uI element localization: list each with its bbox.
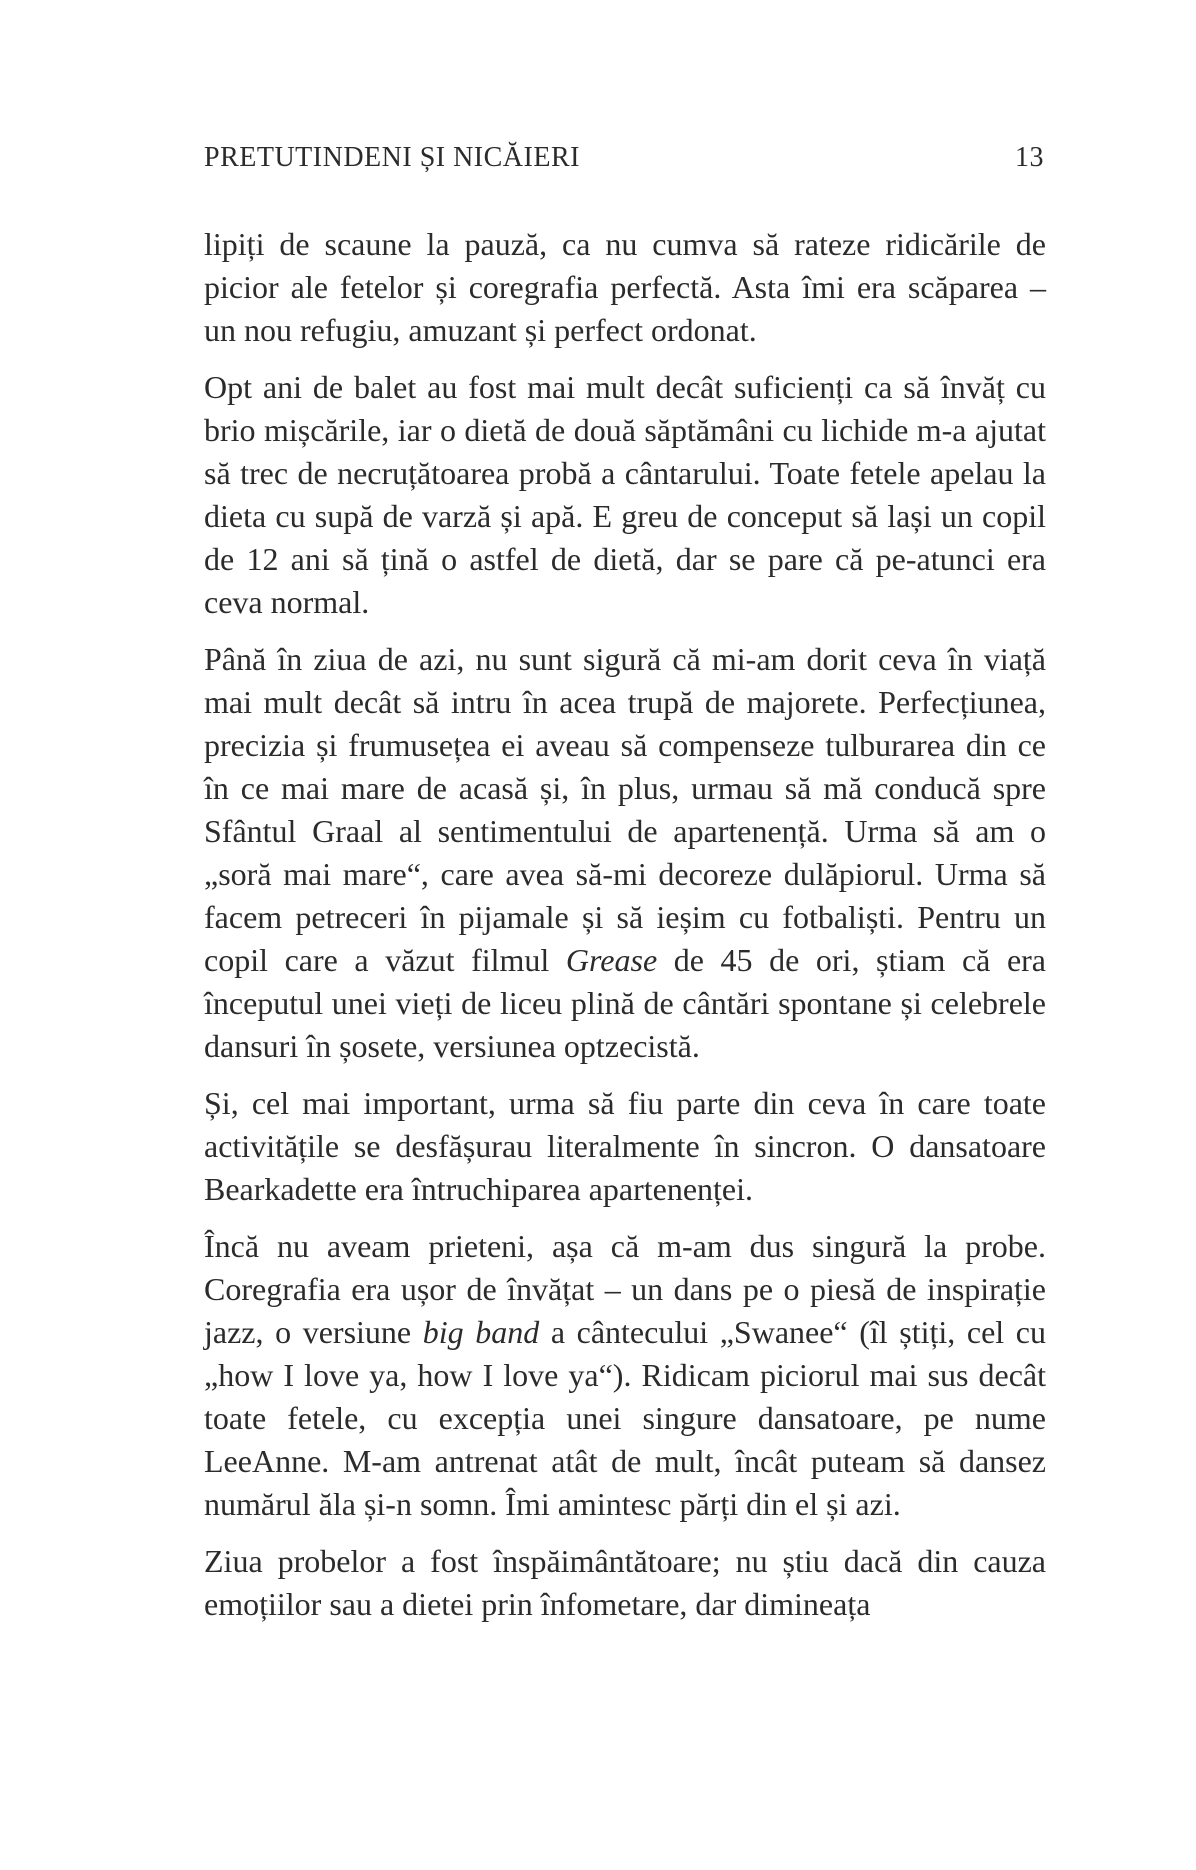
- paragraph: lipiți de scaune la pauză, ca nu cumva să rateze ridicările de picior ale fetelor și coregrafia perfectă. Asta îmi era scăparea – un nou refugiu, amuzant și perfect ordonat.: [204, 226, 1046, 348]
- italic-phrase: big band: [422, 1314, 540, 1350]
- italic-film-title: Grease: [565, 942, 658, 978]
- body-text: [204, 223, 1046, 1640]
- paragraph: Opt ani de balet au fost mai mult decât suficienți ca să învăț cu brio mișcările, iar o dietă de două săptămâni cu lichide m-a ajutat să trec de necruțătoarea probă a cântarului. Toate fetele apelau la dieta cu supă de varză și apă. E greu de conceput să lași un copil de 12 ani să țină o astfel de dietă, dar se pare că pe-atunci era ceva normal.: [204, 369, 1046, 620]
- running-header: [204, 142, 1044, 174]
- paragraph: [204, 1225, 1046, 1526]
- paragraph: Ziua probelor a fost înspăimântătoare; nu știu dacă din cauza emoțiilor sau a dietei prin înfometare, dar dimineața: [204, 1543, 1046, 1622]
- paragraph-text: Până în ziua de azi, nu sunt sigură că mi-am dorit ceva în viață mai mult decât să intru în acea trupă de majorete. Perfecțiunea, precizia și frumusețea ei aveau să compenseze tulburarea din ce în ce mai mare de acasă și, în plus, urmau să mă conducă spre Sfântul Graal al sentimentului de apartenență. Urma să am o „soră mai mare“, care avea să-mi decoreze dulăpiorul. Urma să facem petreceri în pijamale și să ieșim cu fotbaliști. Pentru un copil care a văzut filmul: [204, 641, 1046, 978]
- paragraph: Și, cel mai important, urma să fiu parte din ceva în care toate activitățile se desfășurau literalmente în sincron. O dansatoare Bearkadette era întruchiparea apartenenței.: [204, 1085, 1046, 1207]
- running-title: PRETUTINDENI ȘI NICĂIERI: [204, 142, 580, 173]
- paragraph-text: Încă nu aveam prieteni, așa că m-am dus singură la probe. Coregrafia era ușor de învățat – un dans pe o piesă de inspirație jazz, o versiune: [204, 1228, 1046, 1350]
- paragraph-text: a cântecului „Swanee“ (îl știți, cel cu „how I love ya, how I love ya“). Ridicam piciorul mai sus decât toate fetele, cu excepția unei singure dansatoare, pe nume LeeAnne. M-am antrenat atât de mult, încât puteam să dansez numărul ăla și-n somn. Îmi amintesc părți din el și azi.: [204, 1314, 1047, 1522]
- paragraph: [204, 638, 1046, 1068]
- page-number: 13: [1015, 142, 1044, 173]
- paragraph-text: de 45 de ori, știam că era începutul unei vieți de liceu plină de cântări spontane și celebrele dansuri în șosete, versiunea optzecistă.: [204, 942, 1047, 1064]
